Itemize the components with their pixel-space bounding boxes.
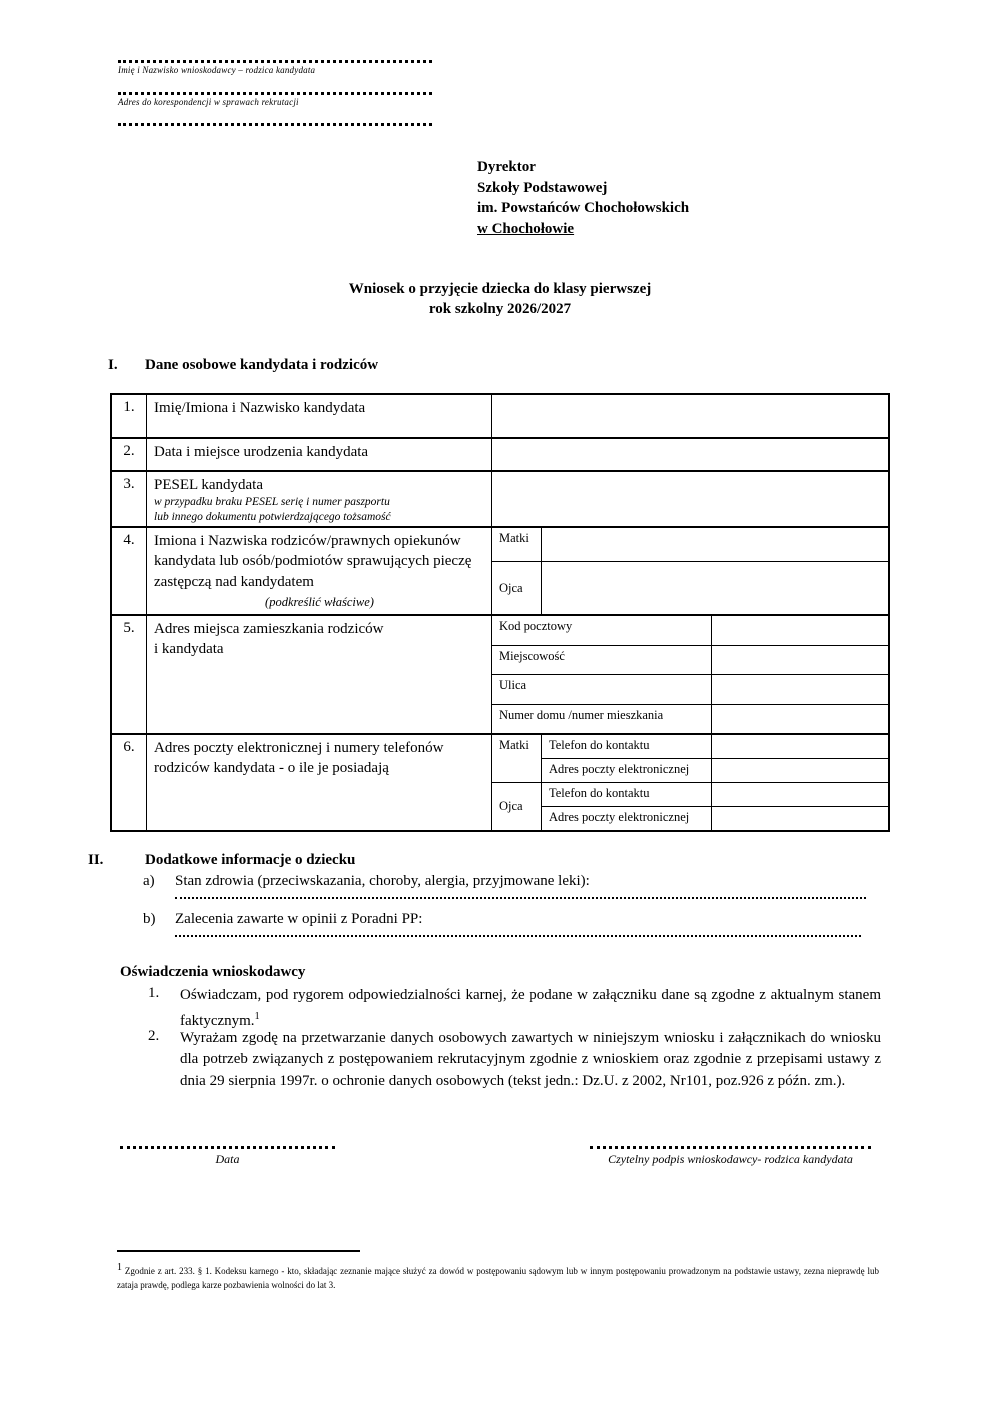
city-value-cell bbox=[712, 646, 888, 675]
declaration-1-text bbox=[180, 985, 881, 1033]
table-row-1 bbox=[112, 395, 888, 437]
declarations-heading: Oświadczenia wnioskodawcy bbox=[120, 964, 306, 980]
item-a-answer-line bbox=[175, 893, 866, 899]
table-row-2 bbox=[112, 437, 888, 470]
section-1-title: Dane osobowe kandydata i rodziców bbox=[145, 357, 379, 373]
table-row-6 bbox=[112, 733, 888, 830]
section-2-heading bbox=[88, 852, 355, 869]
row-6-value-area bbox=[492, 735, 888, 830]
applicant-name-label: Imię i Nazwisko wnioskodawcy – rodzica kandydata bbox=[118, 65, 316, 75]
extra-address-field bbox=[118, 119, 432, 126]
street-subrow bbox=[492, 674, 888, 704]
section-1-number: I. bbox=[108, 357, 118, 373]
signature-fill-line bbox=[590, 1142, 871, 1149]
house-number-label: Numer domu /numer mieszkania bbox=[492, 705, 712, 734]
father-contact-group bbox=[492, 782, 888, 830]
house-number-value-cell bbox=[712, 705, 888, 734]
declaration-2-text: Wyrażam zgodę na przetwarzanie danych osobowych zawartych w niniejszym wniosku i załącznikach do wniosku dla potrzeb związanych z postępowaniem rekrutacyjnym zgodnie z wnioskiem oraz zgodnie z przepisami ustawy z dnia 29 sierpnia 1997r. o ochronie danych osobowych (tekst jedn.: Dz.U. z 2002, Nr101, poz.926 z późn. zm.). bbox=[180, 1030, 881, 1089]
recipient-block bbox=[477, 157, 689, 239]
item-a-marker: a) bbox=[143, 873, 155, 889]
row-4-label-main: Imiona i Nazwiska rodziców/prawnych opiekunów kandydata lub osób/podmiotów sprawujących pieczę zastępczą nad kandydatem bbox=[154, 533, 472, 590]
fill-in-line bbox=[118, 56, 432, 63]
table-row-5 bbox=[112, 614, 888, 733]
applicant-name-field bbox=[118, 56, 432, 75]
personal-data-table bbox=[110, 393, 890, 832]
declaration-1-marker: 1. bbox=[148, 985, 160, 1001]
row-4-mother-subrow bbox=[492, 528, 888, 561]
correspondence-address-label: Adres do korespondencji w sprawach rekrutacji bbox=[118, 97, 299, 107]
title-line-1: Wniosek o przyjęcie dziecka do klasy pierwszej bbox=[348, 281, 652, 297]
row-3-label-main: PESEL kandydata bbox=[154, 477, 264, 493]
parent-signature-block bbox=[590, 1142, 871, 1167]
mother-phone-label: Telefon do kontaktu bbox=[542, 735, 712, 758]
document-title bbox=[0, 280, 1000, 319]
father-email-label: Adres poczty elektronicznej bbox=[542, 807, 712, 830]
footnote-marker: 1 bbox=[117, 1262, 122, 1273]
father-phone-subrow bbox=[542, 783, 888, 806]
footnote-body: Zgodnie z art. 233. § 1. Kodeksu karnego - kto, składając zeznanie mające służyć za dowód w postępowaniu sądowym lub w innym postępowaniu prowadzonym na podstawie ustawy, zezna nieprawdę lub zataja prawdę, podlega karze pozbawienia wolności do lat 3. bbox=[117, 1266, 879, 1290]
section-2-number: II. bbox=[88, 852, 104, 868]
date-label: Data bbox=[215, 1152, 240, 1166]
father-label: Ojca bbox=[492, 562, 542, 614]
table-row-3 bbox=[112, 470, 888, 526]
row-3-note-line-2: lub innego dokumentu potwierdzającego tożsamość bbox=[154, 511, 391, 524]
row-4-father-subrow bbox=[492, 561, 888, 614]
mother-phone-subrow bbox=[542, 735, 888, 758]
row-1-label: Imię/Imiona i Nazwisko kandydata bbox=[147, 395, 492, 437]
correspondence-address-field bbox=[118, 88, 432, 107]
signature-label: Czytelny podpis wnioskodawcy- rodzica kandydata bbox=[608, 1152, 853, 1166]
mother-email-subrow bbox=[542, 758, 888, 782]
item-a-label: Stan zdrowia (przeciwskazania, choroby, alergia, przyjmowane leki): bbox=[175, 873, 590, 889]
mother-contact-group bbox=[492, 735, 888, 782]
row-3-number: 3. bbox=[112, 472, 147, 526]
street-label: Ulica bbox=[492, 675, 712, 704]
footnote-reference: 1 bbox=[254, 1011, 260, 1023]
recipient-line: w Chochołowie bbox=[477, 220, 575, 237]
father-email-subrow bbox=[542, 806, 888, 830]
recipient-line: im. Powstańców Chochołowskich bbox=[477, 200, 690, 216]
row-4-mother-value-cell bbox=[542, 528, 888, 561]
postal-code-subrow bbox=[492, 616, 888, 645]
father-phone-value-cell bbox=[712, 783, 888, 806]
recipient-line: Szkoły Podstawowej bbox=[477, 179, 608, 196]
row-3-label bbox=[147, 472, 492, 526]
city-subrow bbox=[492, 645, 888, 675]
row-4-note: (podkreślić właściwe) bbox=[265, 594, 374, 609]
row-5-label bbox=[147, 616, 492, 733]
row-1-number: 1. bbox=[112, 395, 147, 437]
section-2-title: Dodatkowe informacje o dziecku bbox=[145, 852, 356, 868]
row-2-label: Data i miejsce urodzenia kandydata bbox=[147, 439, 492, 470]
row-3-value-cell bbox=[492, 472, 888, 526]
fill-in-line bbox=[118, 88, 432, 95]
row-4-number: 4. bbox=[112, 528, 147, 614]
mother-phone-value-cell bbox=[712, 735, 888, 758]
mother-label: Matki bbox=[492, 735, 542, 782]
father-label: Ojca bbox=[492, 783, 542, 830]
date-fill-line bbox=[120, 1142, 335, 1149]
section-1-heading bbox=[108, 357, 378, 374]
mother-label: Matki bbox=[492, 528, 542, 561]
street-value-cell bbox=[712, 675, 888, 704]
row-4-father-value-cell bbox=[542, 562, 888, 614]
father-phone-label: Telefon do kontaktu bbox=[542, 783, 712, 806]
fill-in-line bbox=[118, 119, 432, 126]
row-6-label: Adres poczty elektronicznej i numery telefonów rodziców kandydata - o ile je posiadają bbox=[147, 735, 492, 830]
postal-code-label: Kod pocztowy bbox=[492, 616, 712, 645]
row-1-value-cell bbox=[492, 395, 888, 437]
item-b-marker: b) bbox=[143, 911, 156, 927]
row-6-number: 6. bbox=[112, 735, 147, 830]
recipient-line: Dyrektor bbox=[477, 159, 536, 175]
declaration-1-body: Oświadczam, pod rygorem odpowiedzialności karnej, że podane w załączniku dane są zgodne z aktualnym stanem faktycznym. bbox=[180, 987, 881, 1030]
mother-email-label: Adres poczty elektronicznej bbox=[542, 759, 712, 782]
row-5-number: 5. bbox=[112, 616, 147, 733]
date-signature-block bbox=[120, 1142, 335, 1167]
row-5-value-area bbox=[492, 616, 888, 733]
title-line-2: rok szkolny 2026/2027 bbox=[428, 300, 572, 317]
mother-contact-fields bbox=[542, 735, 888, 782]
table-row-4 bbox=[112, 526, 888, 614]
footnote-text bbox=[117, 1261, 879, 1292]
mother-email-value-cell bbox=[712, 759, 888, 782]
father-email-value-cell bbox=[712, 807, 888, 830]
row-2-number: 2. bbox=[112, 439, 147, 470]
row-5-label-main: Adres miejsca zamieszkania rodziców i kandydata bbox=[154, 621, 384, 658]
item-b-label: Zalecenia zawarte w opinii z Poradni PP: bbox=[175, 911, 423, 927]
item-b-answer-line bbox=[175, 931, 861, 937]
father-contact-fields bbox=[542, 783, 888, 830]
house-number-subrow bbox=[492, 704, 888, 734]
row-3-note-line-1: w przypadku braku PESEL serię i numer paszportu bbox=[154, 496, 390, 509]
footnote-divider bbox=[117, 1250, 360, 1252]
postal-code-value-cell bbox=[712, 616, 888, 645]
row-4-value-area bbox=[492, 528, 888, 614]
row-2-value-cell bbox=[492, 439, 888, 470]
row-4-label bbox=[147, 528, 492, 614]
city-label: Miejscowość bbox=[492, 646, 712, 675]
declaration-2-marker: 2. bbox=[148, 1028, 160, 1044]
